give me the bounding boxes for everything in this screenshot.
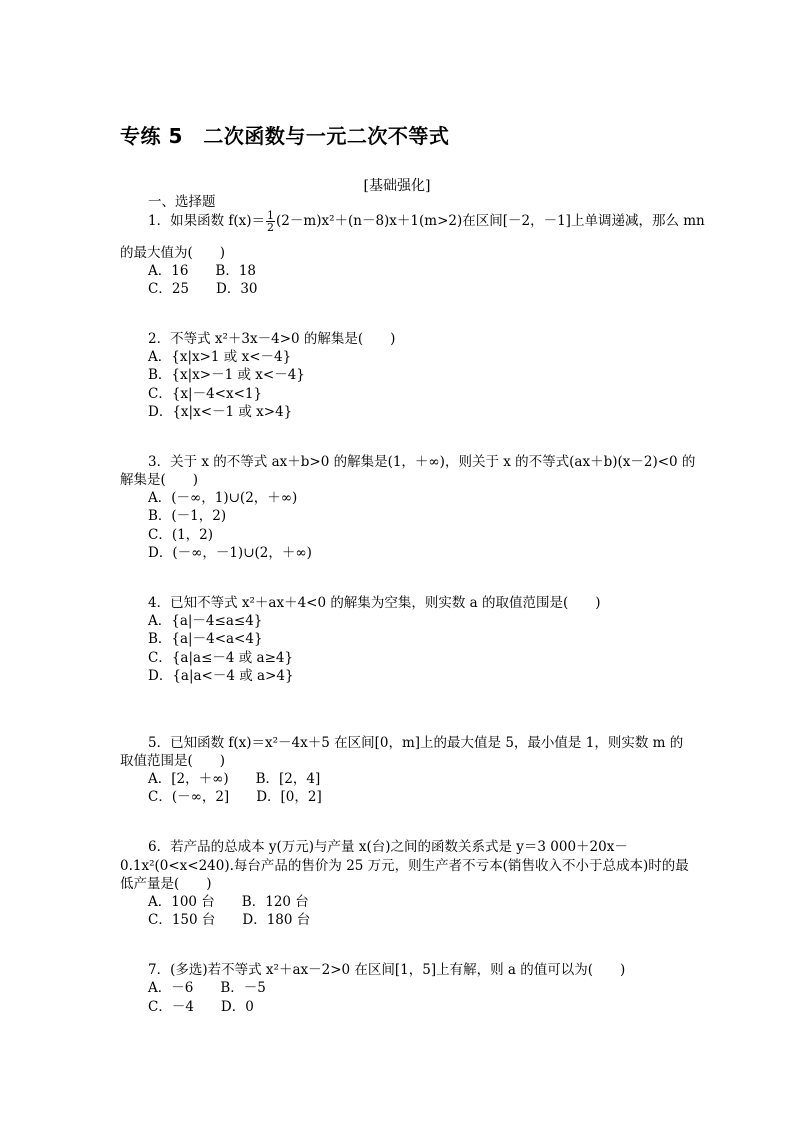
part-heading: 一、选择题 [148,194,216,210]
question-6-continuation-2: 低产量是( ) [120,876,212,892]
question-3-option-d: D．(－∞，－1)∪(2，＋∞) [148,545,312,561]
question-1-options-ab: A．16 B．18 [148,263,257,279]
question-4-option-c: C．{a|a≤－4 或 a≥4} [148,650,294,666]
question-7-stem: 7．(多选)若不等式 x²＋ax－2>0 在区间[1，5]上有解，则 a 的值可以为( ) [148,962,626,978]
question-4-option-b: B．{a|－4<a<4} [148,631,263,647]
question-4-option-d: D．{a|a<－4 或 a>4} [148,668,294,684]
question-4-option-a: A．{a|－4≤a≤4} [148,613,263,629]
question-3-option-a: A．(－∞，1)∪(2，＋∞) [148,490,298,506]
fraction-denominator: 2 [267,221,275,234]
question-5-continuation: 取值范围是( ) [120,753,226,769]
question-5-stem: 5．已知函数 f(x)＝x²－4x＋5 在区间[0，m]上的最大值是 5，最小值是 1，则实数 m 的 [148,735,684,751]
question-6-stem: 6．若产品的总成本 y(万元)与产量 x(台)之间的函数关系式是 y＝3 000＋20x－ [148,839,628,855]
question-1-stem [148,210,705,233]
question-2-option-a: A．{x|x>1 或 x<－4} [148,349,292,365]
question-2-option-c: C．{x|－4<x<1} [148,386,263,402]
question-5-options-cd: C．(－∞，2] D．[0，2] [148,789,322,805]
question-5-options-ab: A．[2，＋∞) B．[2，4] [148,771,321,787]
question-3-stem: 3．关于 x 的不等式 ax＋b>0 的解集是(1，＋∞)，则关于 x 的不等式(ax＋b)(x－2)<0 的 [148,454,696,470]
question-3-option-b: B．(－1，2) [148,508,227,524]
question-6-continuation-1: 0.1x²(0<x<240).每台产品的售价为 25 万元，则生产者不亏本(销售收入不小于总成本)时的最 [120,858,689,874]
question-4-stem: 4．已知不等式 x²＋ax＋4<0 的解集为空集，则实数 a 的取值范围是( ) [148,595,601,611]
question-2-stem: 2．不等式 x²＋3x－4>0 的解集是( ) [148,331,396,347]
question-6-options-ab: A．100 台 B．120 台 [148,894,309,910]
fraction [266,210,275,233]
section-heading: [基础强化] [363,178,431,194]
question-2-option-b: B．{x|x>－1 或 x<－4} [148,367,305,383]
question-2-option-d: D．{x|x<－1 或 x>4} [148,404,293,420]
question-1-stem-post: (2－m)x²＋(n－8)x＋1(m>2)在区间[－2，－1]上单调递减，那么 mn [276,213,705,229]
question-3-continuation: 解集是( ) [120,472,199,488]
question-3-option-c: C．(1，2) [148,527,214,543]
question-7-options-cd: C．－4 D．0 [148,999,254,1015]
fraction-numerator: 1 [267,209,275,222]
question-1-options-cd: C．25 D．30 [148,281,258,297]
question-1-stem-pre: 1．如果函数 f(x)＝ [148,213,266,229]
question-7-options-ab: A．－6 B．－5 [148,980,266,996]
question-6-options-cd: C．150 台 D．180 台 [148,912,311,928]
question-1-continuation: 的最大值为( ) [120,245,226,261]
page-title: 专练 5 二次函数与一元二次不等式 [120,124,450,148]
